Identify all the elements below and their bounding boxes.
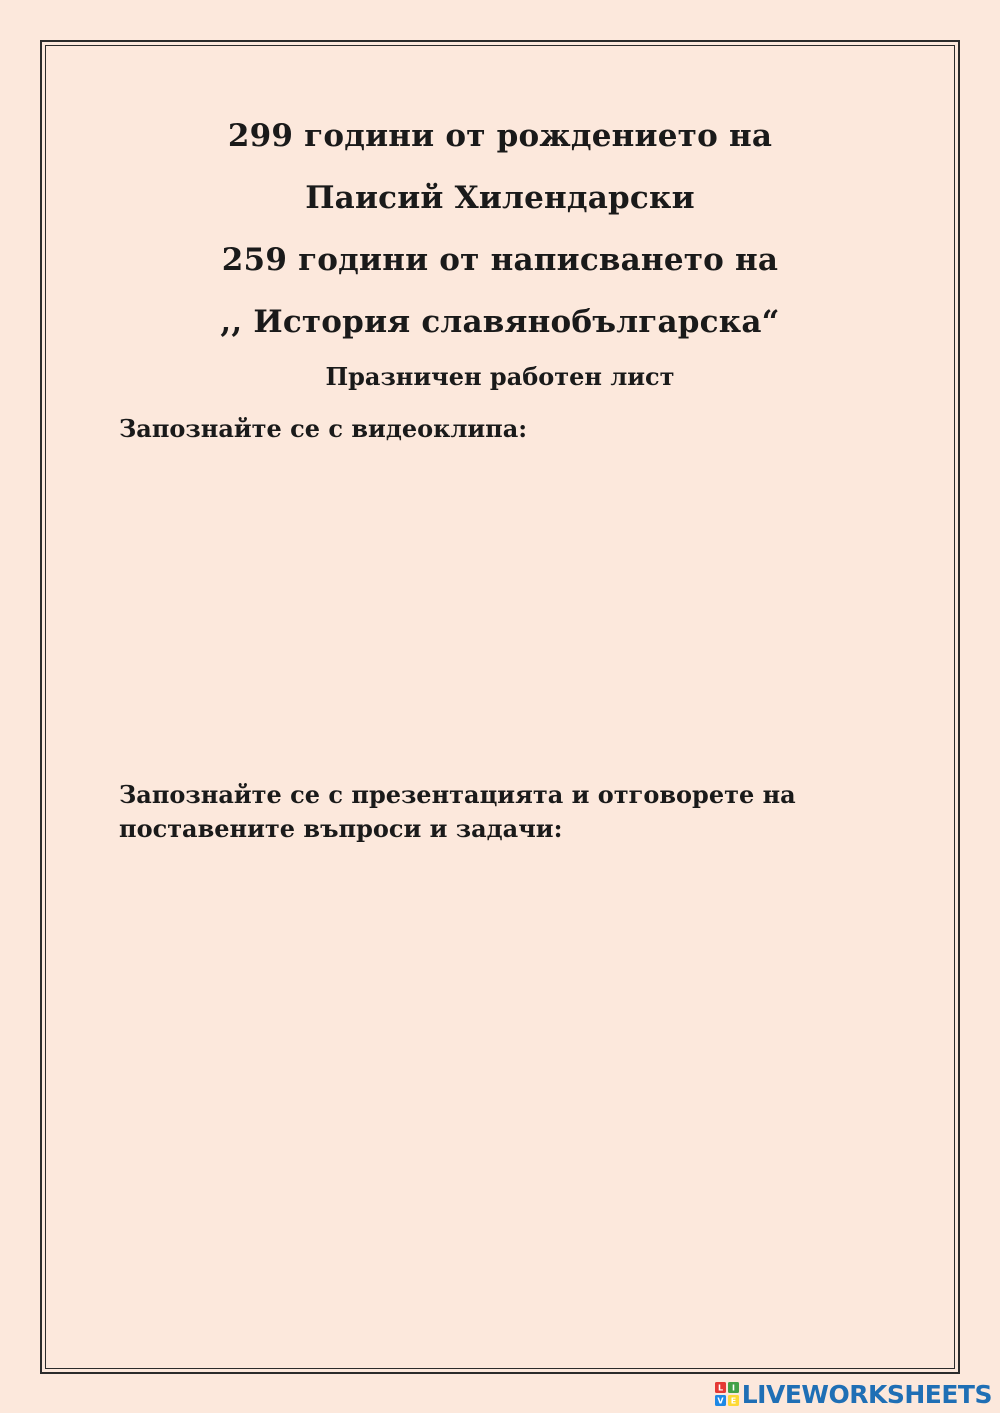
svg-text:V: V bbox=[717, 1396, 724, 1406]
instruction-presentation-line-1: Запознайте се с презентацията и отговорете на bbox=[119, 780, 796, 809]
instruction-video bbox=[119, 412, 527, 446]
instruction-video-line: Запознайте се с видеоклипа: bbox=[119, 414, 528, 443]
title-line-2: Паисий Хилендарски bbox=[305, 180, 695, 216]
liveworksheets-text: LIVEWORKSHEETS bbox=[741, 1379, 992, 1409]
title-line-3: 259 години от написването на bbox=[221, 242, 779, 278]
svg-text:I: I bbox=[731, 1383, 735, 1393]
page-border bbox=[40, 40, 960, 1374]
title-line-1: 299 години от рождението на bbox=[227, 118, 773, 154]
svg-text:L: L bbox=[717, 1383, 723, 1393]
instruction-presentation-line-2: поставените въпроси и задачи: bbox=[119, 814, 563, 843]
instruction-presentation bbox=[119, 778, 796, 846]
liveworksheets-logo-icon bbox=[715, 1382, 739, 1406]
liveworksheets-watermark bbox=[715, 1379, 992, 1409]
title-line-4: ,, История славянобългарска“ bbox=[220, 304, 780, 340]
svg-text:E: E bbox=[730, 1396, 736, 1406]
worksheet-subtitle: Празничен работен лист bbox=[325, 362, 675, 391]
